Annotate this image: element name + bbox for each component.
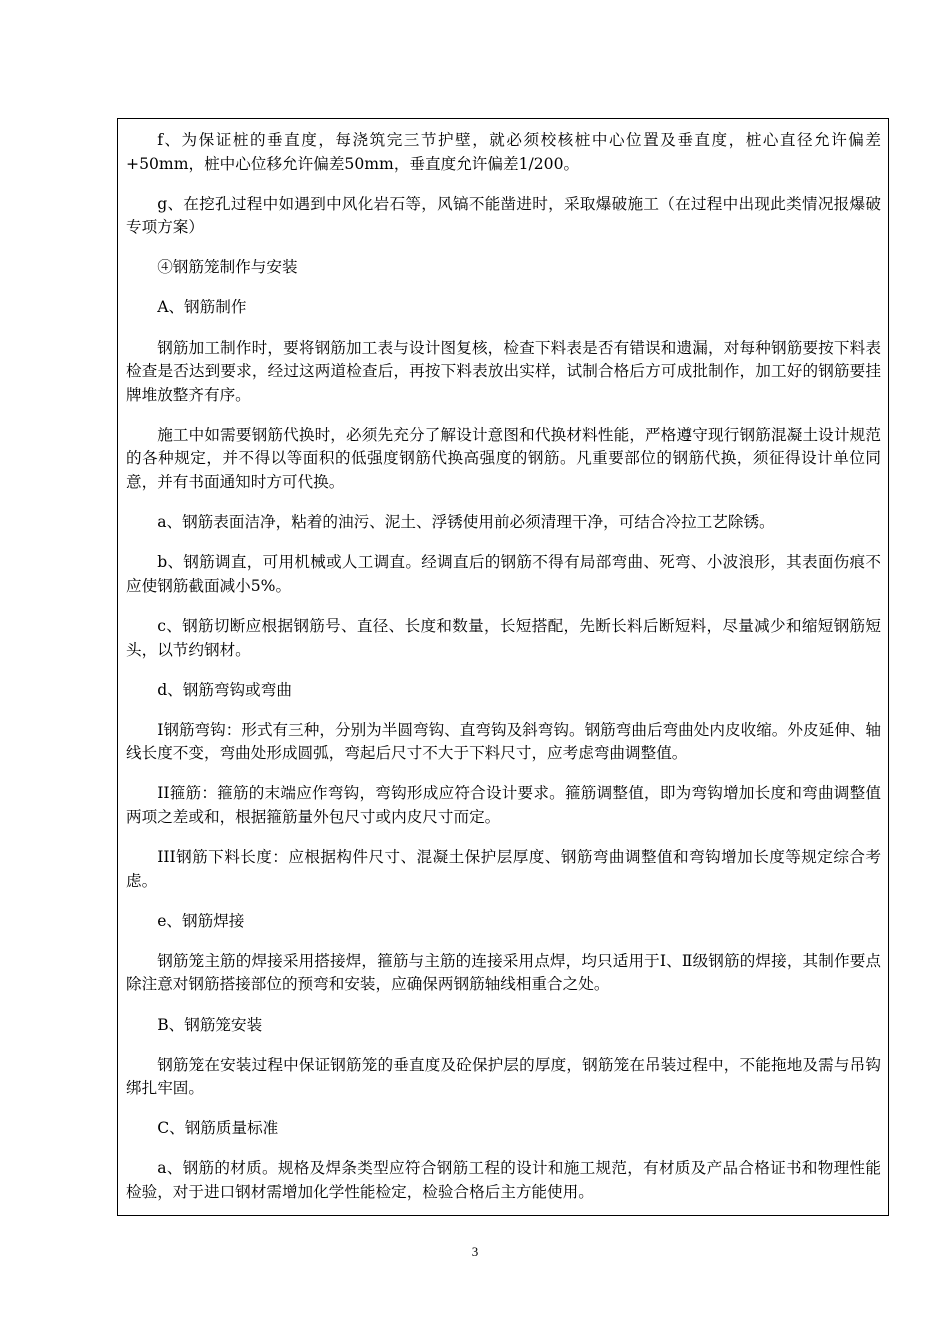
paragraph: 钢筋笼在安装过程中保证钢筋笼的垂直度及砼保护层的厚度，钢筋笼在吊装过程中，不能拖地及需与吊钩绑扎牢固。 (126, 1055, 881, 1098)
paragraph: 施工中如需要钢筋代换时，必须先充分了解设计意图和代换材料性能，严格遵守现行钢筋混凝土设计规范的各种规定，并不得以等面积的低强度钢筋代换高强度的钢筋。凡重要部位的钢筋代换，须征得设计单位同意，并有书面通知时方可代换。 (126, 425, 881, 492)
paragraph: II箍筋：箍筋的末端应作弯钩，弯钩形成应符合设计要求。箍筋调整值，即为弯钩增加长度和弯曲调整值两项之差或和，根据箍筋量外包尺寸或内皮尺寸而定。 (126, 784, 881, 826)
paragraph: b、钢筋调直，可用机械或人工调直。经调直后的钢筋不得有局部弯曲、死弯、小波浪形，其表面伤痕不应使钢筋截面减小5%。 (126, 553, 881, 595)
page-number: 3 (471, 1244, 479, 1259)
paragraph: a、钢筋表面洁净，粘着的油污、泥土、浮锈使用前必须清理干净，可结合冷拉工艺除锈。 (157, 513, 775, 532)
paragraph: c、钢筋切断应根据钢筋号、直径、长度和数量，长短搭配，先断长料后断短料，尽量减少和缩短钢筋短头，以节约钢材。 (126, 616, 881, 659)
paragraph: f、为保证桩的垂直度，每浇筑完三节护壁，就必须校核桩中心位置及垂直度，桩心直径允许偏差+50mm，桩中心位移允许偏差50mm，垂直度允许偏差1/200。 (126, 131, 881, 173)
item-heading: d、钢筋弯钩或弯曲 (157, 680, 292, 699)
item-heading: e、钢筋焊接 (157, 911, 245, 930)
paragraph: I钢筋弯钩：形式有三种，分别为半圆弯钩、直弯钩及斜弯钩。钢筋弯曲后弯曲处内皮收缩。外皮延伸、轴线长度不变，弯曲处形成圆弧，弯起后尺寸不大于下料尺寸，应考虑弯曲调整值。 (126, 720, 881, 763)
paragraph: 钢筋笼主筋的焊接采用搭接焊，箍筋与主筋的连接采用点焊，均只适用于Ⅰ、Ⅱ级钢筋的焊接，其制作要点除注意对钢筋搭接部位的预弯和安装，应确保两钢筋轴线相重合之处。 (126, 951, 881, 994)
subsection-heading: B、钢筋笼安装 (157, 1015, 263, 1034)
subsection-heading: C、钢筋质量标准 (157, 1119, 279, 1138)
paragraph: g、在挖孔过程中如遇到中风化岩石等，风镐不能凿进时，采取爆破施工（在过程中出现此类情况报爆破专项方案） (126, 194, 881, 237)
document-body-box (117, 118, 889, 1216)
paragraph: 钢筋加工制作时，要将钢筋加工表与设计图复核，检查下料表是否有错误和遗漏，对每种钢筋要按下料表检查是否达到要求，经过这两道检查后，再按下料表放出实样，试制合格后方可成批制作，加工好的钢筋要挂牌堆放整齐有序。 (126, 338, 881, 404)
subsection-heading: A、钢筋制作 (157, 298, 247, 317)
paragraph: III钢筋下料长度：应根据构件尺寸、混凝土保护层厚度、钢筋弯曲调整值和弯钩增加长度等规定综合考虑。 (126, 848, 881, 890)
paragraph: a、钢筋的材质。规格及焊条类型应符合钢筋工程的设计和施工规范，有材质及产品合格证书和物理性能检验，对于进口钢材需增加化学性能检定，检验合格后主方能使用。 (126, 1159, 881, 1201)
section-heading: ④钢筋笼制作与安装 (157, 258, 298, 277)
